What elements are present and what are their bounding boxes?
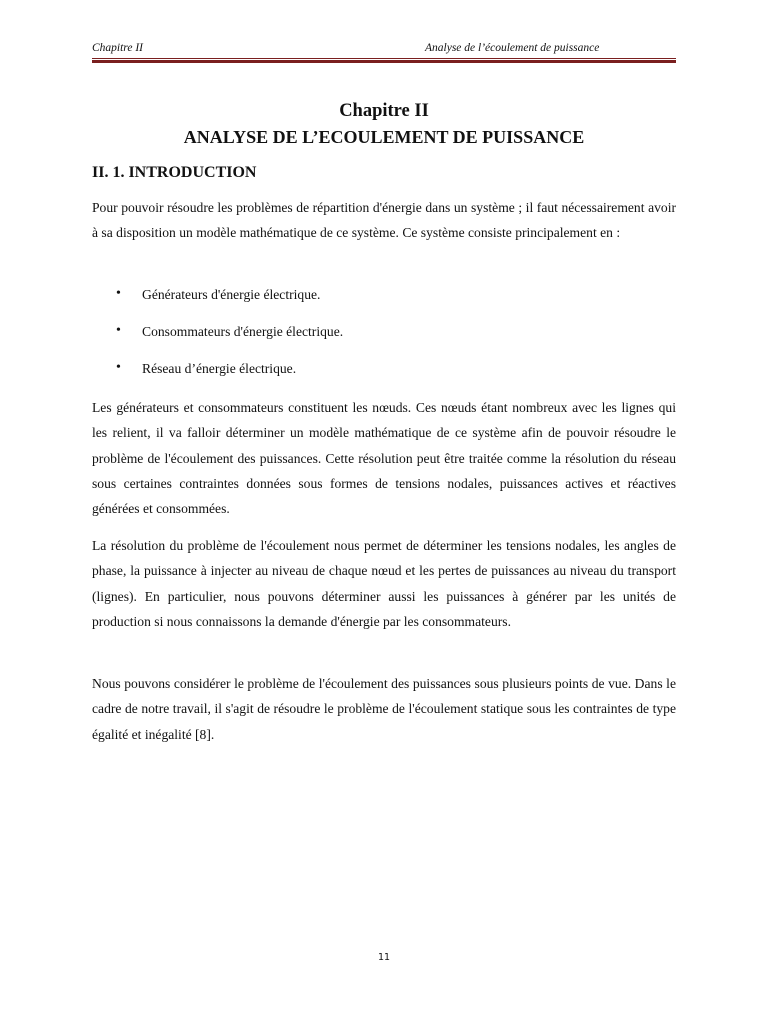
paragraph-viewpoints: Nous pouvons considérer le problème de l'écoulement des puissances sous plusieurs points de vue. Dans le cadre de notre travail, il s'agit de résoudre le problème de l'écoulement statique sous les contraintes de type égalité et inégalité [8]. xyxy=(92,676,676,742)
header-rule-thin xyxy=(92,58,676,59)
running-header xyxy=(92,42,676,58)
chapter-subtitle: ANALYSE DE L’ECOULEMENT DE PUISSANCE xyxy=(183,127,585,147)
paragraph-intro: Pour pouvoir résoudre les problèmes de répartition d'énergie dans un système ; il faut nécessairement avoir à sa disposition un modèle mathématique de ce système. Ce système consiste principalement en : xyxy=(92,200,676,241)
bullet-icon: • xyxy=(116,360,121,375)
chapter-title: Chapitre II xyxy=(339,101,429,121)
bullet-icon: • xyxy=(116,323,121,338)
header-section-label: Analyse de l’écoulement de puissance xyxy=(425,42,600,54)
header-chapter-label: Chapitre II xyxy=(92,42,143,54)
list-item-text: Générateurs d'énergie électrique. xyxy=(142,287,321,302)
paragraph-resolution: La résolution du problème de l'écoulement nous permet de déterminer les tensions nodales, les angles de phase, la puissance à injecter au niveau de chaque nœud et les pertes de puissances au niveau du transport (lignes). En particulier, nous pouvons déterminer aussi les puissances à générer par les unités de production si nous connaissons la demande d'énergie par les consommateurs. xyxy=(92,538,676,629)
list-item-text: Consommateurs d'énergie électrique. xyxy=(142,324,344,339)
section-heading: II. 1. INTRODUCTION xyxy=(92,164,257,181)
page-number: 11 xyxy=(377,952,391,963)
bullet-icon: • xyxy=(116,286,121,301)
list-item-text: Réseau d’énergie électrique. xyxy=(142,361,297,376)
paragraph-nodes: Les générateurs et consommateurs constituent les nœuds. Ces nœuds étant nombreux avec les lignes qui les relient, il va falloir déterminer un modèle mathématique de ce système afin de pouvoir résoudre le problème de l'écoulement des puissances. Cette résolution peut être traitée comme la résolution du réseau sous certaines contraintes données sous formes de tensions nodales, puissances actives et réactives générées et consommées. xyxy=(92,400,676,517)
header-rule-thick xyxy=(92,60,676,63)
